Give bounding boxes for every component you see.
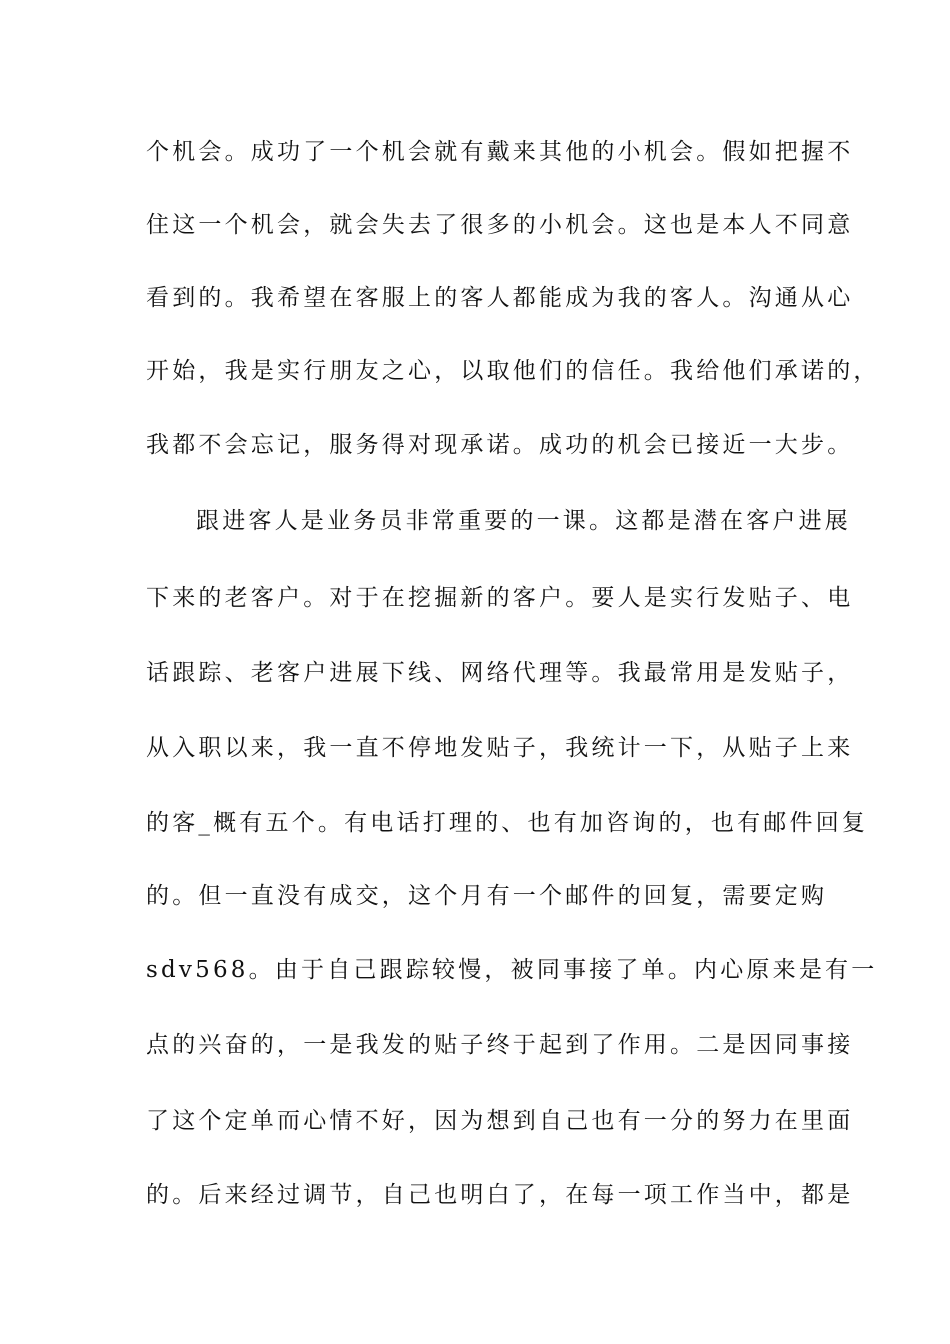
text-line: 住这一个机会，就会失去了很多的小机会。这也是本人不同意 — [146, 212, 854, 238]
text-line: 个机会。成功了一个机会就有戴来其他的小机会。假如把握不 — [146, 139, 854, 165]
text-line: 从入职以来，我一直不停地发贴子，我统计一下，从贴子上来 — [146, 735, 854, 761]
text-line: 了这个定单而心情不好，因为想到自己也有一分的努力在里面 — [146, 1108, 854, 1134]
paragraph-first-line: 跟进客人是业务员非常重要的一课。这都是潜在客户进展 — [196, 508, 851, 534]
text-line: 开始，我是实行朋友之心，以取他们的信任。我给他们承诺的， — [146, 358, 880, 384]
text-line: 的。但一直没有成交，这个月有一个邮件的回复，需要定购 — [146, 883, 828, 909]
text-line: 看到的。我希望在客服上的客人都能成为我的客人。沟通从心 — [146, 285, 854, 311]
text-line: 下来的老客户。对于在挖掘新的客户。要人是实行发贴子、电 — [146, 585, 854, 611]
text-line: 点的兴奋的，一是我发的贴子终于起到了作用。二是因同事接 — [146, 1032, 854, 1058]
text-line: 的。后来经过调节，自己也明白了，在每一项工作当中，都是 — [146, 1182, 854, 1208]
text-line: 话跟踪、老客户进展下线、网络代理等。我最常用是发贴子， — [146, 660, 854, 686]
text-line: 我都不会忘记，服务得对现承诺。成功的机会已接近一大步。 — [146, 432, 854, 458]
text-line: sdv568。由于自己跟踪较慢，被同事接了单。内心原来是有一 — [146, 957, 878, 983]
text-line: 的客_概有五个。有电话打理的、也有加咨询的，也有邮件回复 — [146, 810, 869, 836]
